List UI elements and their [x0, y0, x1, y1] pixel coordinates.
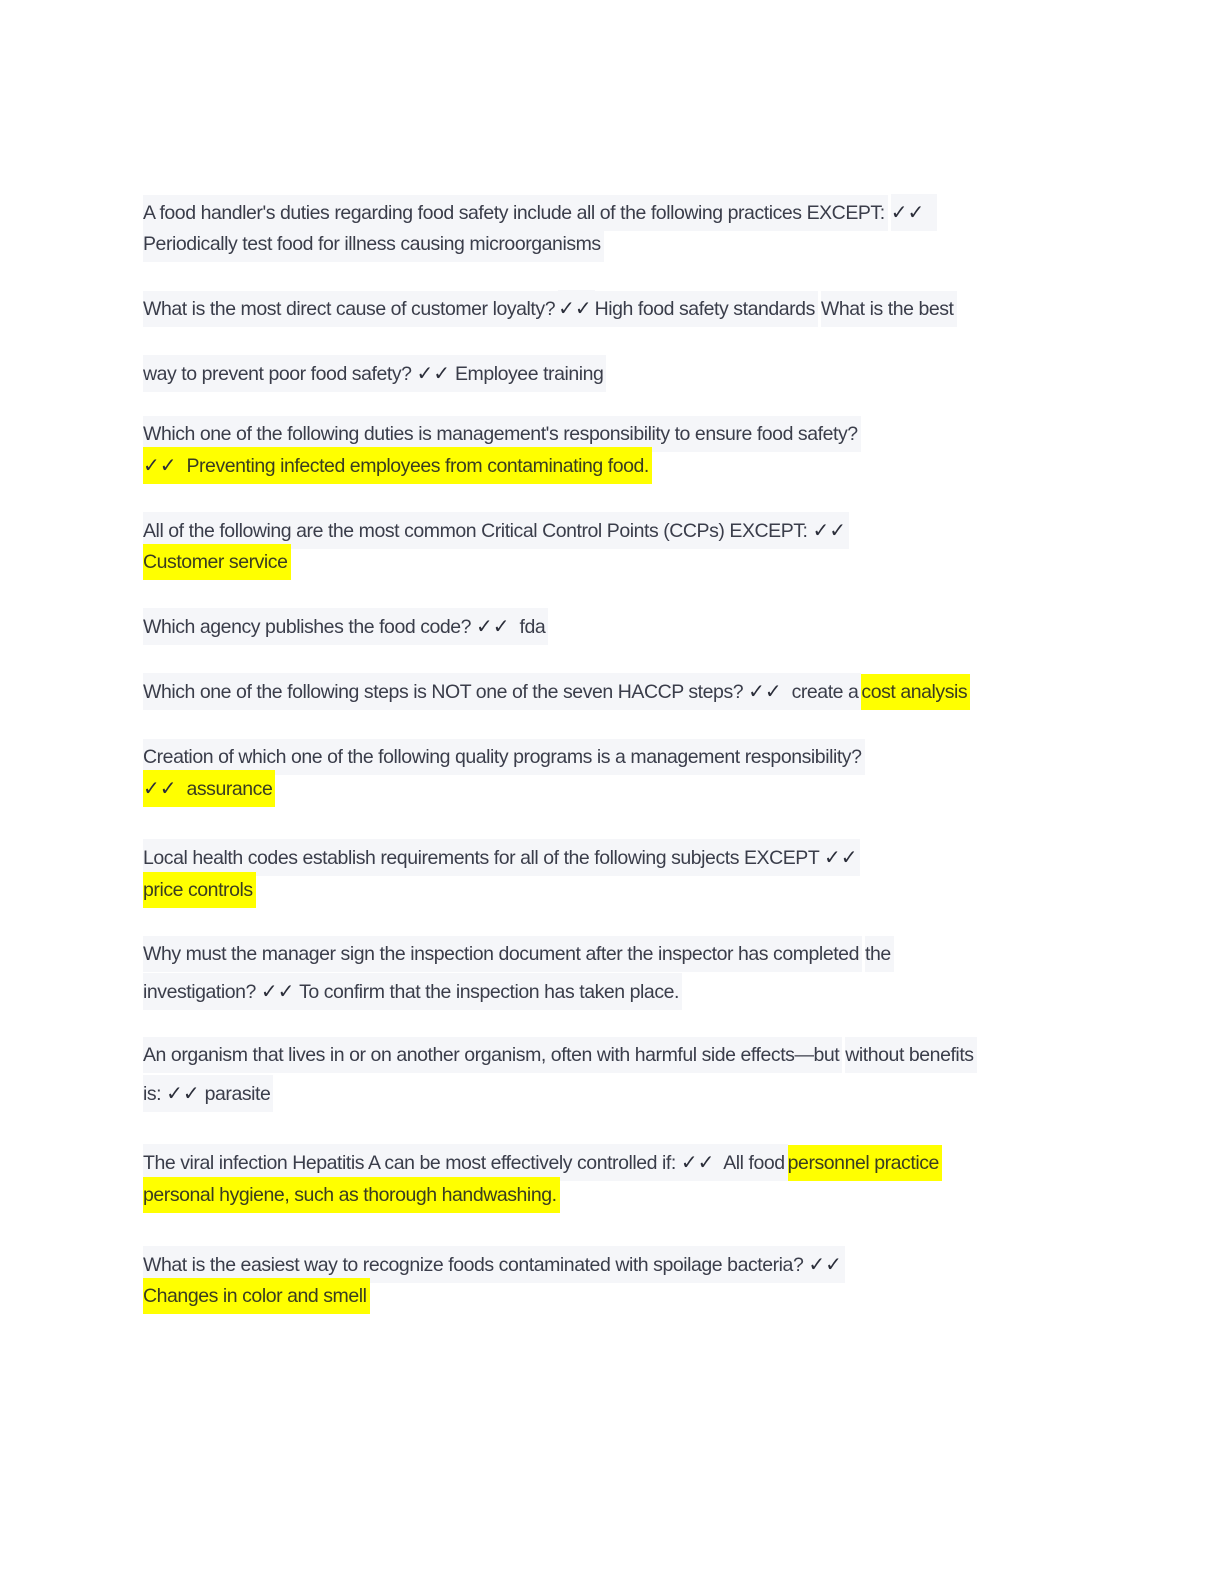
check-icon: ✓✓	[890, 200, 925, 224]
q13-question: What is the easiest way to recognize foods contaminated with spoilage bacteria? ✓✓	[143, 1246, 845, 1283]
q9-question: Local health codes establish requirements for all of the following subjects EXCEPT ✓✓	[143, 839, 860, 876]
q4-answer: Preventing infected employees from contaminating food.	[186, 455, 649, 477]
q13-line1	[143, 1246, 845, 1282]
q11-question-part1: An organism that lives in or on another organism, often with harmful side effects—but	[143, 1037, 842, 1073]
q3-answer: Employee training	[454, 363, 604, 385]
q11-answer: parasite	[204, 1083, 271, 1105]
check-icon: ✓✓	[143, 453, 177, 477]
q2-answer: High food safety standards	[595, 291, 818, 327]
q4-line2	[143, 447, 652, 483]
q5-line2	[143, 544, 291, 580]
q11-question-part2: without benefits	[845, 1037, 976, 1073]
q10-line2-group	[143, 973, 682, 1010]
q7-answer-part2: cost analysis	[861, 674, 970, 710]
q1-check	[891, 194, 937, 231]
check-icon: ✓✓	[748, 679, 782, 703]
q9-line2	[143, 872, 256, 908]
q11-line1	[143, 1037, 977, 1073]
q6-answer: fda	[519, 616, 546, 638]
q7-line	[143, 673, 970, 709]
check-icon: ✓✓	[558, 296, 592, 320]
q11-line2-group	[143, 1075, 273, 1112]
q8-answer: assurance	[186, 778, 273, 800]
q13-line2	[143, 1278, 370, 1314]
q1-line1	[143, 194, 937, 230]
q5-line1	[143, 512, 849, 548]
q8-answer-highlight	[143, 770, 275, 807]
q3-question-part1: What is the best	[821, 291, 957, 327]
check-icon: ✓✓	[260, 979, 295, 1003]
check-icon: ✓✓	[166, 1081, 200, 1105]
q5-answer: Customer service	[143, 544, 291, 580]
q11-line2	[143, 1075, 273, 1111]
q9-answer: price controls	[143, 872, 256, 908]
q1-line2	[143, 226, 604, 262]
q10-answer: To confirm that the inspection has taken place.	[299, 981, 679, 1003]
q12-answer-part2: personnel practice	[788, 1145, 942, 1181]
q10-question-part1: Why must the manager sign the inspection document after the inspector has completed	[143, 936, 862, 972]
q5-question: All of the following are the most common Critical Control Points (CCPs) EXCEPT: ✓✓	[143, 512, 849, 549]
check-icon: ✓✓	[680, 1150, 715, 1174]
q12-answer-part1: All food	[723, 1152, 785, 1174]
q13-answer: Changes in color and smell	[143, 1278, 370, 1314]
q4-question: Which one of the following duties is management's responsibility to ensure food safety?	[143, 416, 861, 452]
q10-line2	[143, 973, 682, 1009]
q3-line	[143, 355, 606, 391]
q1-question: A food handler's duties regarding food safety include all of the following practices EXCEPT:	[143, 195, 888, 231]
q2-check	[558, 290, 595, 327]
q10-line1	[143, 936, 894, 972]
q11-question-part3: is:	[143, 1083, 162, 1105]
q8-question: Creation of which one of the following quality programs is a management responsibility?	[143, 739, 865, 775]
q2-question: What is the most direct cause of customer loyalty?	[143, 291, 558, 327]
q10-question-part2: the	[865, 936, 894, 972]
q8-line2	[143, 770, 275, 806]
q6-question: Which agency publishes the food code? ✓✓ fda	[143, 608, 548, 645]
q12-answer-part3: personal hygiene, such as thorough handwashing.	[143, 1177, 560, 1213]
q12-line2	[143, 1177, 560, 1213]
q7-question: Which one of the following steps is NOT one of the seven HACCP steps? ✓✓ create a	[143, 673, 861, 710]
q12-question: The viral infection Hepatitis A can be most effectively controlled if: ✓✓ All food	[143, 1144, 788, 1181]
check-icon: ✓✓	[143, 776, 177, 800]
q3-question-part2: way to prevent poor food safety? ✓✓ Employee training	[143, 355, 606, 392]
check-icon: ✓✓	[812, 518, 847, 542]
q1-answer: Periodically test food for illness causing microorganisms	[143, 226, 604, 262]
q12-line1	[143, 1144, 942, 1180]
check-icon: ✓✓	[808, 1252, 842, 1276]
check-icon: ✓✓	[476, 614, 510, 638]
q2-line	[143, 290, 957, 326]
q7-answer-part1: create a	[791, 681, 859, 703]
check-icon: ✓✓	[416, 361, 451, 385]
q6-line	[143, 608, 548, 644]
check-icon: ✓✓	[823, 845, 858, 869]
q10-question-part3: investigation?	[143, 981, 256, 1003]
q9-line1	[143, 839, 860, 875]
q4-answer-highlight	[143, 447, 652, 484]
